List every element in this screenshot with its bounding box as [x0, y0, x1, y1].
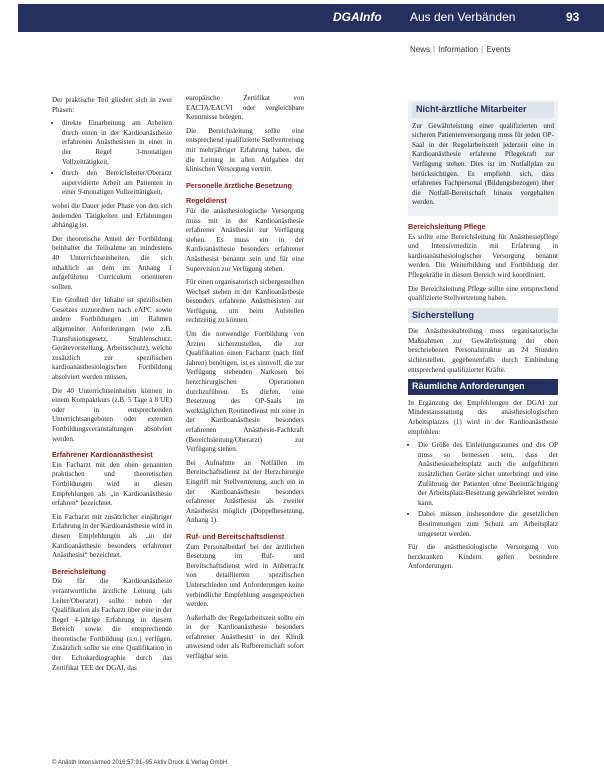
paragraph: Ein Facharzt mit zusätzlicher einjähriger Erfahrung in der Kardioanästhesie wird in diesen Empfehlungen als „in der Kardioanästhesie besonders erfahrener Anästhesist“ bezeichnet.: [52, 512, 172, 560]
bullet-list: [52, 119, 172, 198]
header-bar: [18, 4, 604, 32]
list-item: • direkte Einarbeitung am Arbeiten durch einen in der Kardioanästhesie erfahrenen Anästhesisten in einer in der Regel 3-monatigen Vollzeittätigkeit,: [62, 119, 172, 167]
paragraph: Es sollte eine Bereichsleitung für Anästhesiepflege und Intensivmedizin mit Erfahrung in kardioanästhesiologischer Versorgung benannt werden. Die Weiterbildung und Fortbildung der Pflegekräfte in diesem Bereich wird koordiniert.: [408, 232, 558, 279]
bullet-list: [408, 441, 558, 539]
subheading: Bereichsleitung Pflege: [408, 221, 486, 231]
paragraph: Die für die Kardioanästhesie verantwortliche ärztliche Leitung (als Leiter/Oberarzt) sollte neben der Qualifikation als Facharzt über eine in der Regel 4-jährige Erfahrung in diesem Bereich sowie die entsprechende theoretische Fortbildung (s.o.) verfügen. Zusätzlich sollte sie eine Qualifikation in der Echokardiographie durch das Zertifikat TEE der DGAI, das: [52, 577, 172, 672]
nav-item-events[interactable]: Events: [486, 45, 511, 54]
paragraph: wobei die Dauer jeder Phase von den sich ändernden Tätigkeiten und Erfahrungen abhängig ist.: [52, 201, 172, 230]
page-number: 93: [566, 10, 580, 24]
subheading: Erfahrener Kardioanästhesist: [52, 450, 153, 460]
paragraph: Ein Großteil der Inhalte ist spezifischen Gesetzes zuzuordnen nach eAPC sowie andere Fortbildungen im Rahmen allgemeiner Anforderungen (wie z.B. Transfusionsgesetz, Strahlenschutz, Gerätevorstellung, Arbeitsschutz), welche zusätzlich zur spezifischen kardioanästhesiologischen Fortbildung absolviert werden müssen.: [52, 296, 172, 382]
paragraph: Für die anästhesiologische Versorgung muss mit in der Kardioanästhesie erfahrener Anästhesist zur Verfügung stehen. Es muss ein in der Kardioanästhesie besonders erfahrener Anästhesist benannt sein und für eine Supervision zur Verfügung stehen.: [186, 206, 304, 273]
paragraph: Die 40 Unterrichtseinheiten können in einem Kompaktkurs (z.B. 5 Tage à 8 UE) oder in entsprechenden Unterrichtsangeboten oder externen Fortbildungsveranstaltungen absolviert werden.: [52, 386, 172, 443]
paragraph: Die Anästhesieabteilung muss organisatorische Maßnahmen zur Gewährleistung der oben beschriebenen Personalstruktur an 24 Stunden sicherstellen, gegebenenfalls durch Einbindung entsprechend qualifizierter Kräfte.: [408, 327, 558, 374]
text-column-1: [52, 96, 172, 677]
subheading: Ruf- und Bereitschaftsdienst: [186, 531, 285, 541]
paragraph: In Ergänzung der Empfehlungen der DGAI zur Mindestausstattung des anästhesiologischen Arbeitsplatzes (1) wird in der Kardioanästhesie empfohlen:: [408, 398, 558, 436]
paragraph: Für die anästhesiologische Versorgung von herzkranken Kindern gelten besondere Anforderungen.: [408, 543, 558, 571]
list-item: • durch den Bereichsleiter/Oberarzt supervidierte Arbeit am Patienten in einer 9-monatigen Vollzeittätigkeit,: [62, 169, 172, 198]
list-item: • Die Größe des Einleitungsraumes und des OP muss so bemessen sein, dass der Anästhesiearbeitsplatz auch die aufgeführten zusätzlichen Geräte sicher unterbringt und eine Zuführung der Patienten ohne Beeinträchtigung der Arbeitsplatz-Besetzung gewährleistet werden kann.: [418, 441, 558, 508]
paragraph: Der theoretische Anteil der Fortbildung beinhaltet die Teilnahme an mindestens 40 Unterrichtseinheiten, die sich inhaltlich an dem im Anhang 1 aufgeführten Curriculum orientieren sollten.: [52, 234, 172, 291]
paragraph: Die Bereichsleitung Pflege sollte eine entsprechend qualifizierte Stellvertretung haben.: [408, 284, 558, 303]
section-title: Aus den Verbänden: [410, 10, 516, 24]
subheading: Regeldienst: [186, 196, 227, 206]
nav-item-news[interactable]: News: [410, 45, 431, 54]
journal-brand: DGAInfo: [333, 10, 382, 24]
page-footer: © Anästh Intensivmed 2016;57:91–95 Aktiv Druck & Verlag GmbH: [52, 760, 228, 766]
box-title: Sicherstellung: [408, 308, 558, 324]
list-item: • Dabei müssen insbesondere die gesetzlichen Bestimmungen zum Schutz am Arbeitsplatz umgesetzt werden.: [418, 510, 558, 539]
section-nav: News | Information | Events: [410, 45, 511, 54]
paragraph: Ein Facharzt mit den oben genannten praktischen und theoretischen Fortbildungen wird in diesen Empfehlungen als „in Kardioanästhesie erfahren“ bezeichnet.: [52, 460, 172, 508]
subheading: Personelle ärztliche Besetzung: [186, 180, 292, 190]
subheading: Bereichsleitung: [52, 566, 106, 576]
box-title: Nicht-ärztliche Mitarbeiter: [412, 102, 554, 118]
paragraph: europäische Zertifikat von EACTA/EACVI oder vergleichbare Kenntnisse belegen.: [186, 94, 304, 122]
paragraph: Zur Gewährleistung einer qualifizierten und sicheren Patientenversorgung muss für jeden OP-Saal in der Regelarbeitszeit jederzeit eine in Kardioanästhesie erfahrene Pflegekraft zur Verfügung stehen. Dies ist im Notfallplan zu berücksichtigen. Es empfiehlt sich, dass erfahrenes Fachpersonal (Bildungsbezogen) über die Notfall-Bereitschaft hinaus vorgehalten werden.: [412, 121, 554, 207]
info-box-staff: [408, 100, 558, 216]
text-column-3: [408, 100, 558, 576]
paragraph: Die Bereichsleitung sollte eine entsprechend qualifizierte Stellvertretung mit mehrjähriger Erfahrung haben, die die Leitung in allen Aufgaben der klinischen Versorgung vertritt.: [186, 126, 304, 174]
text-column-2: [186, 94, 304, 666]
page-header: [0, 0, 604, 34]
paragraph: Zum Personalbedarf bei der ärztlichen Besetzung im Ruf- und Bereitschaftsdienst wird in Anbetracht von detaillierten spezifischen Unterschieden und Anforderungen keine verbindliche Empfehlung ausgesprochen werden.: [186, 542, 304, 609]
paragraph: Für einen organisatorisch sichergestellten Wechsel stehen in der Kardioanästhesie besonders erfahrene Anästhesisten zur Verfügung, um beim Aufstellen rechtzeitig zu können.: [186, 278, 304, 325]
paragraph: Bei Aufnahme an Notfällen im Bereitschaftsdienst ist der Herzchirurgie Eingriff mit Stellvertretung, auch ein in der Kardioanästhesie besonders erfahrener Anästhesist als zweiter Anästhesist möglich (Doppelbesetzung, Anhang 1).: [186, 458, 304, 525]
paragraph: Um die notwendige Fortbildung von Ärzten sicherzustellen, die zur Qualifikation einen Facharzt (nach fünf Jahren) benötigen, ist es sinnvoll, die zur Verfügung stehenden Narkosen bei herzchirurgischen Operationen durchzuführen. Es dürfen, eine Besetzung des OP-Saals im werktäglichen Routinedienst mit einer in der Kardioanästhesie besonders erfahrenen Anästhesie-Fachkraft (Bereichsleitung/Oberarzt) zur Verfügung stehen.: [186, 330, 304, 454]
paragraph: Außerhalb der Regelarbeitszeit sollte ein in der Kardioanästhesie besonders erfahrener Anästhesist in der Klinik anwesend oder als Rufbereitschaft sofort verfügbar sein.: [186, 613, 304, 661]
paragraph: Der praktische Teil gliedert sich in zwei Phasen:: [52, 96, 172, 114]
box-title: Räumliche Anforderungen: [408, 379, 558, 395]
nav-item-information[interactable]: Information: [438, 45, 479, 54]
